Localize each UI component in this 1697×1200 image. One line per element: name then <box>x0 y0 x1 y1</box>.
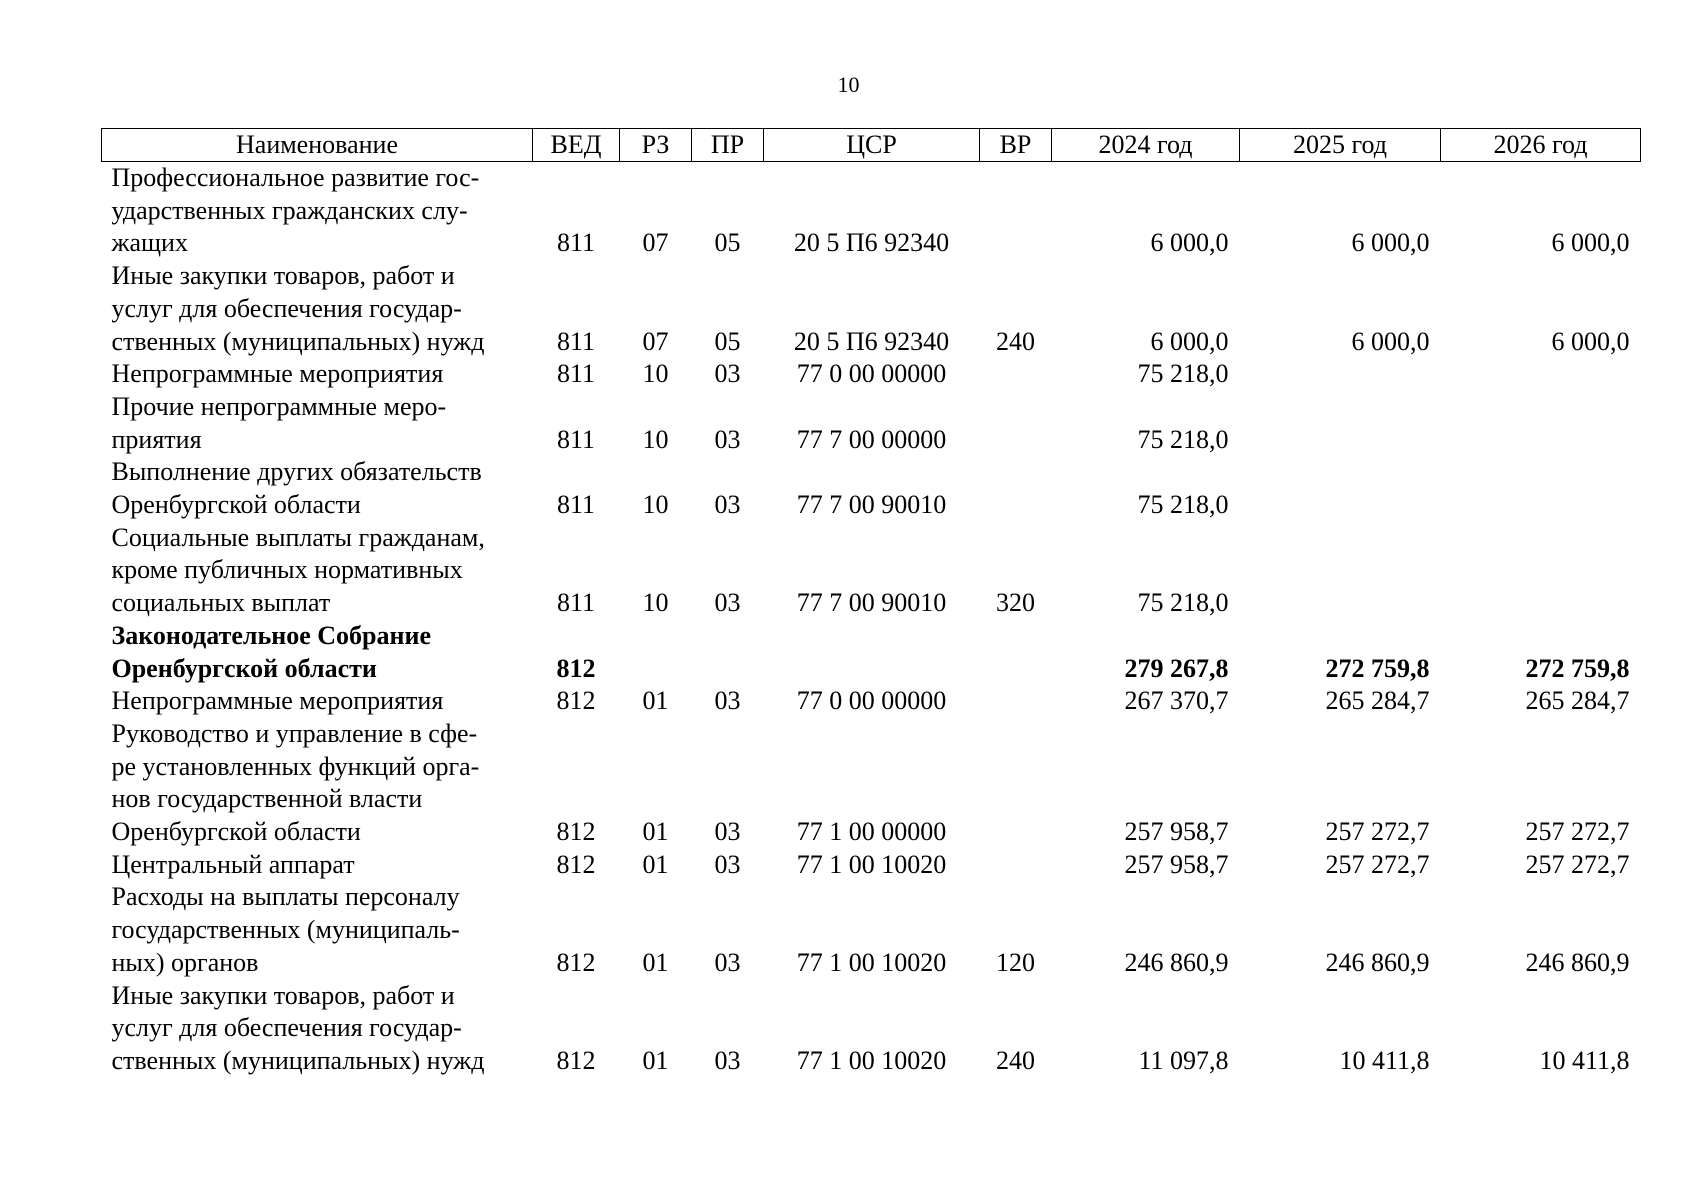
table-row <box>102 260 1641 358</box>
cell-2025: 6 000,0 <box>1351 228 1430 258</box>
cell-name-line: услуг для обеспечения государ- <box>111 293 462 323</box>
table-row <box>102 881 1641 979</box>
cell-name <box>102 522 533 620</box>
cell-pr: 05 <box>714 228 741 258</box>
cell-name-line: Выполнение других обязательств <box>111 457 482 487</box>
cell-2025: 10 411,8 <box>1339 1045 1430 1075</box>
header-2026: 2026 год <box>1441 129 1641 162</box>
table-row <box>102 522 1641 620</box>
cell-2026: 10 411,8 <box>1539 1045 1630 1075</box>
header-pr: ПР <box>692 129 764 162</box>
cell-ved: 812 <box>556 849 596 879</box>
cell-2024: 279 267,8 <box>1124 653 1229 683</box>
cell-name-line: Расходы на выплаты персоналу <box>111 882 460 912</box>
table-row <box>102 391 1641 456</box>
cell-name-line: кроме публичных нормативных <box>111 555 463 585</box>
cell-2024: 75 218,0 <box>1137 424 1229 454</box>
cell-pr: 03 <box>714 849 741 879</box>
cell-vr <box>980 358 1052 391</box>
cell-ved: 812 <box>556 653 596 683</box>
header-rz: РЗ <box>620 129 692 162</box>
cell-2026: 257 272,7 <box>1525 849 1630 879</box>
cell-2026: 272 759,8 <box>1525 653 1630 683</box>
cell-rz: 01 <box>642 686 669 716</box>
cell-name <box>102 980 533 1078</box>
cell-vr <box>980 685 1052 718</box>
cell-name <box>102 456 533 521</box>
cell-vr <box>980 620 1052 685</box>
cell-ved: 811 <box>556 359 596 389</box>
cell-name <box>102 358 533 391</box>
cell-name-line: Оренбургской области <box>111 490 361 520</box>
cell-rz: 10 <box>642 424 669 454</box>
cell-2025: 257 272,7 <box>1325 817 1430 847</box>
cell-name-line: Непрограммные мероприятия <box>111 686 444 716</box>
cell-pr: 03 <box>714 424 741 454</box>
cell-ved: 811 <box>556 326 596 356</box>
page-number: 10 <box>837 72 860 97</box>
cell-2024: 75 218,0 <box>1137 359 1229 389</box>
cell-2024: 267 370,7 <box>1124 686 1229 716</box>
cell-name-line: Иные закупки товаров, работ и <box>111 261 455 291</box>
cell-2024: 257 958,7 <box>1124 817 1229 847</box>
cell-name-line: приятия <box>111 424 202 454</box>
cell-pr: 03 <box>714 947 741 977</box>
cell-name-line: государственных (муниципаль- <box>111 915 460 945</box>
cell-2026: 265 284,7 <box>1525 686 1630 716</box>
header-ved: ВЕД <box>533 129 620 162</box>
cell-pr: 03 <box>714 588 741 618</box>
cell-rz: 01 <box>642 817 669 847</box>
cell-ved: 811 <box>556 228 596 258</box>
table-row <box>102 718 1641 849</box>
cell-name-line: Профессиональное развитие гос- <box>111 163 480 192</box>
cell-2024: 75 218,0 <box>1137 490 1229 520</box>
cell-name <box>102 260 533 358</box>
cell-name-line: Центральный аппарат <box>111 849 355 879</box>
cell-2026 <box>1441 522 1641 620</box>
cell-2025 <box>1240 522 1441 620</box>
cell-csr: 77 1 00 00000 <box>796 817 947 847</box>
cell-name <box>102 391 533 456</box>
cell-rz: 10 <box>642 588 669 618</box>
cell-2025: 257 272,7 <box>1325 849 1430 879</box>
cell-csr: 20 5 П6 92340 <box>793 228 950 258</box>
cell-name-line: ударственных гражданских слу- <box>111 195 468 225</box>
header-name: Наименование <box>102 129 533 162</box>
cell-pr: 03 <box>714 359 741 389</box>
cell-pr <box>692 620 764 685</box>
cell-name-line: ре установленных функций орга- <box>111 751 480 781</box>
cell-rz: 07 <box>642 228 669 258</box>
header-2024: 2024 год <box>1052 129 1240 162</box>
cell-name <box>102 718 533 849</box>
table-row <box>102 456 1641 521</box>
cell-vr: 320 <box>996 588 1035 618</box>
cell-name-line: Социальные выплаты гражданам, <box>111 522 485 552</box>
cell-rz: 10 <box>642 490 669 520</box>
cell-csr <box>764 620 980 685</box>
cell-vr <box>980 162 1052 261</box>
table-row <box>102 162 1641 261</box>
cell-name-line: Оренбургской области <box>111 653 377 683</box>
header-2025: 2025 год <box>1240 129 1441 162</box>
cell-2026: 257 272,7 <box>1525 817 1630 847</box>
cell-csr: 77 7 00 90010 <box>796 588 947 618</box>
cell-pr: 05 <box>714 326 741 356</box>
cell-2025: 265 284,7 <box>1325 686 1430 716</box>
cell-ved: 811 <box>556 424 596 454</box>
cell-2025: 272 759,8 <box>1325 653 1430 683</box>
cell-name-line: Оренбургской области <box>111 817 361 847</box>
cell-2026 <box>1441 358 1641 391</box>
cell-name-line: ственных (муниципальных) нужд <box>111 1045 485 1075</box>
cell-rz: 01 <box>642 849 669 879</box>
cell-csr: 20 5 П6 92340 <box>793 326 950 356</box>
cell-vr <box>980 456 1052 521</box>
cell-name-line: ственных (муниципальных) нужд <box>111 326 485 356</box>
cell-name <box>102 881 533 979</box>
cell-2026 <box>1441 456 1641 521</box>
cell-name-line: Прочие непрограммные меро- <box>111 391 447 421</box>
cell-2024: 6 000,0 <box>1150 326 1229 356</box>
cell-ved: 812 <box>556 947 596 977</box>
table-header <box>102 129 1641 162</box>
cell-pr: 03 <box>714 686 741 716</box>
cell-pr: 03 <box>714 490 741 520</box>
cell-2024: 6 000,0 <box>1150 228 1229 258</box>
header-vr: ВР <box>980 129 1052 162</box>
cell-ved: 811 <box>556 588 596 618</box>
cell-csr: 77 0 00 00000 <box>796 686 947 716</box>
cell-name <box>102 685 533 718</box>
budget-table <box>101 128 1641 1078</box>
cell-2026 <box>1441 391 1641 456</box>
cell-2024: 246 860,9 <box>1124 947 1229 977</box>
cell-2025: 6 000,0 <box>1351 326 1430 356</box>
cell-vr: 120 <box>996 947 1035 977</box>
cell-name-line: нов государственной власти <box>111 784 423 814</box>
table-body <box>102 162 1641 1078</box>
cell-name <box>102 620 533 685</box>
cell-name-line: Непрограммные мероприятия <box>111 359 444 389</box>
table-row <box>102 685 1641 718</box>
cell-pr: 03 <box>714 1045 741 1075</box>
cell-vr: 240 <box>996 1045 1035 1075</box>
cell-ved: 812 <box>556 817 596 847</box>
cell-name-line: Законодательное Собрание <box>111 620 431 650</box>
cell-2024: 257 958,7 <box>1124 849 1229 879</box>
cell-name-line: Иные закупки товаров, работ и <box>111 980 455 1010</box>
table-row <box>102 849 1641 882</box>
cell-pr: 03 <box>714 817 741 847</box>
cell-name-line: социальных выплат <box>111 588 331 618</box>
cell-ved: 812 <box>556 1045 596 1075</box>
cell-ved: 812 <box>556 686 596 716</box>
cell-csr: 77 1 00 10020 <box>796 849 947 879</box>
cell-2026: 6 000,0 <box>1551 228 1630 258</box>
cell-2024: 11 097,8 <box>1138 1045 1229 1075</box>
cell-name-line: Руководство и управление в сфе- <box>111 718 478 748</box>
cell-csr: 77 0 00 00000 <box>796 359 947 389</box>
cell-vr <box>980 391 1052 456</box>
cell-vr <box>980 849 1052 882</box>
cell-2025: 246 860,9 <box>1325 947 1430 977</box>
table-row <box>102 980 1641 1078</box>
cell-rz <box>620 620 692 685</box>
cell-name-line: жащих <box>111 228 188 258</box>
cell-2026: 246 860,9 <box>1525 947 1630 977</box>
cell-rz: 07 <box>642 326 669 356</box>
table-row <box>102 358 1641 391</box>
cell-2025 <box>1240 456 1441 521</box>
cell-name <box>102 849 533 882</box>
cell-vr: 240 <box>996 326 1035 356</box>
cell-csr: 77 1 00 10020 <box>796 947 947 977</box>
cell-rz: 01 <box>642 1045 669 1075</box>
cell-name-line: ных) органов <box>111 947 259 977</box>
cell-csr: 77 7 00 90010 <box>796 490 947 520</box>
cell-2026: 6 000,0 <box>1551 326 1630 356</box>
cell-2025 <box>1240 391 1441 456</box>
cell-csr: 77 7 00 00000 <box>796 424 947 454</box>
cell-rz: 10 <box>642 359 669 389</box>
cell-2024: 75 218,0 <box>1137 588 1229 618</box>
cell-ved: 811 <box>556 490 596 520</box>
cell-rz: 01 <box>642 947 669 977</box>
cell-csr: 77 1 00 10020 <box>796 1045 947 1075</box>
table-row <box>102 620 1641 685</box>
header-csr: ЦСР <box>764 129 980 162</box>
cell-name <box>102 162 533 261</box>
cell-2025 <box>1240 358 1441 391</box>
cell-name-line: услуг для обеспечения государ- <box>111 1013 462 1043</box>
cell-vr <box>980 718 1052 849</box>
